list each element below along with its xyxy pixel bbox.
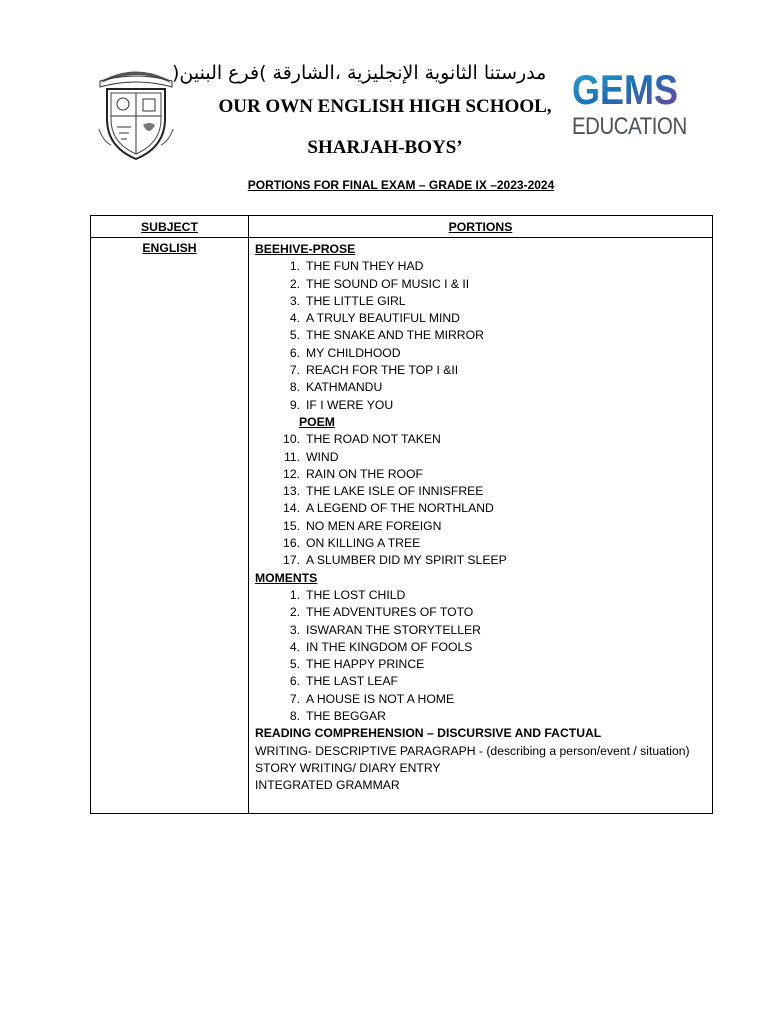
list-item-number: 5. — [289, 657, 300, 672]
moments-heading: MOMENTS — [255, 570, 318, 585]
portions-table — [90, 215, 713, 814]
list-item — [255, 604, 712, 621]
list-item — [255, 483, 712, 500]
gems-logo — [572, 66, 680, 113]
list-item — [255, 587, 712, 604]
list-item-text: A SLUMBER DID MY SPIRIT SLEEP — [306, 553, 507, 568]
list-item — [255, 691, 712, 708]
school-crest-logo — [97, 69, 175, 161]
beehive-prose-heading: BEEHIVE-PROSE — [255, 242, 356, 256]
list-item-text: IF I WERE YOU — [306, 397, 394, 412]
list-item — [255, 397, 712, 414]
story-writing: STORY WRITING/ DIARY ENTRY — [255, 760, 441, 775]
list-item-number: 6. — [289, 345, 300, 360]
list-item-number: 13. — [283, 484, 300, 499]
list-item — [255, 310, 712, 327]
list-item-number: 8. — [289, 709, 300, 724]
list-item-text: THE LOST CHILD — [306, 587, 406, 602]
list-item — [255, 431, 712, 448]
list-item-number: 16. — [283, 536, 300, 551]
list-item-text: NO MEN ARE FOREIGN — [306, 518, 442, 533]
list-item-number: 8. — [289, 380, 300, 395]
list-item-text: THE LITTLE GIRL — [306, 293, 406, 308]
list-item-text: THE LAST LEAF — [306, 674, 398, 689]
list-item-text: IN THE KINGDOM OF FOOLS — [306, 639, 473, 654]
list-item-number: 15. — [283, 518, 300, 533]
list-item-text: THE ROAD NOT TAKEN — [306, 432, 441, 447]
list-item — [255, 656, 712, 673]
document-title: PORTIONS FOR FINAL EXAM – GRADE IX –2023-2024 — [247, 178, 555, 192]
list-item-text: ISWARAN THE STORYTELLER — [306, 622, 481, 637]
list-item — [255, 276, 712, 293]
list-item-text: THE SNAKE AND THE MIRROR — [306, 328, 484, 343]
list-item-text: WIND — [306, 449, 339, 464]
list-item-number: 17. — [283, 553, 300, 568]
list-item-text: THE FUN THEY HAD — [306, 259, 424, 274]
subject-cell: ENGLISH — [91, 238, 249, 814]
list-item-number: 6. — [289, 674, 300, 689]
prose-list — [255, 258, 712, 414]
reading-comprehension: READING COMPREHENSION – DISCURSIVE AND FACTUAL — [255, 726, 602, 741]
gems-education-text: EDUCATION — [572, 113, 687, 140]
list-item — [255, 327, 712, 344]
list-item-number: 3. — [289, 622, 300, 637]
portions-cell — [249, 238, 713, 814]
list-item-text: ON KILLING A TREE — [306, 536, 421, 551]
gems-logo-text: GEMS — [572, 66, 678, 113]
list-item — [255, 362, 712, 379]
list-item-number: 2. — [289, 605, 300, 620]
list-item-number: 3. — [289, 293, 300, 308]
list-item-number: 7. — [289, 691, 300, 706]
list-item — [255, 552, 712, 569]
list-item-text: RAIN ON THE ROOF — [306, 466, 423, 481]
portions-header: PORTIONS — [249, 216, 713, 238]
list-item — [255, 379, 712, 396]
moments-list — [255, 587, 712, 725]
list-item-text: THE BEGGAR — [306, 709, 386, 724]
arabic-school-name: مدرستنا الثانوية الإنجليزية ،الشارقة )فرع البنين( — [172, 62, 547, 84]
list-item — [255, 466, 712, 483]
list-item — [255, 293, 712, 310]
list-item-number: 9. — [289, 397, 300, 412]
poem-heading: POEM — [299, 414, 335, 429]
list-item-text: THE LAKE ISLE OF INNISFREE — [306, 484, 484, 499]
list-item-text: REACH FOR THE TOP I &II — [306, 363, 459, 378]
poem-list — [255, 431, 712, 569]
list-item-number: 2. — [289, 276, 300, 291]
list-item-number: 10. — [283, 432, 300, 447]
list-item — [255, 449, 712, 466]
list-item-number: 4. — [289, 311, 300, 326]
list-item-number: 7. — [289, 363, 300, 378]
list-item — [255, 639, 712, 656]
list-item-number: 5. — [289, 328, 300, 343]
list-item-number: 12. — [283, 466, 300, 481]
school-name: OUR OWN ENGLISH HIGH SCHOOL, — [218, 96, 552, 117]
list-item — [255, 258, 712, 275]
list-item-text: THE SOUND OF MUSIC I & II — [306, 276, 470, 291]
list-item-text: THE HAPPY PRINCE — [306, 657, 425, 672]
list-item-number: 1. — [289, 259, 300, 274]
list-item-text: KATHMANDU — [306, 380, 383, 395]
list-item — [255, 673, 712, 690]
list-item-text: A HOUSE IS NOT A HOME — [306, 691, 455, 706]
table-row — [91, 238, 713, 814]
list-item — [255, 500, 712, 517]
list-item — [255, 622, 712, 639]
school-branch: SHARJAH-BOYS’ — [307, 137, 463, 158]
list-item — [255, 535, 712, 552]
list-item-number: 14. — [283, 501, 300, 516]
list-item-text: THE ADVENTURES OF TOTO — [306, 605, 474, 620]
list-item — [255, 708, 712, 725]
list-item-text: A TRULY BEAUTIFUL MIND — [306, 311, 460, 326]
list-item-text: A LEGEND OF THE NORTHLAND — [306, 501, 494, 516]
table-header-row — [91, 216, 713, 238]
list-item-text: MY CHILDHOOD — [306, 345, 401, 360]
list-item — [255, 345, 712, 362]
list-item — [255, 518, 712, 535]
integrated-grammar: INTEGRATED GRAMMAR — [255, 778, 400, 793]
writing-topic: WRITING- DESCRIPTIVE PARAGRAPH - (describing a person/event / situation) — [255, 743, 690, 758]
subject-header: SUBJECT — [91, 216, 249, 238]
list-item-number: 11. — [283, 449, 300, 464]
list-item-number: 4. — [289, 639, 300, 654]
list-item-number: 1. — [289, 587, 300, 602]
